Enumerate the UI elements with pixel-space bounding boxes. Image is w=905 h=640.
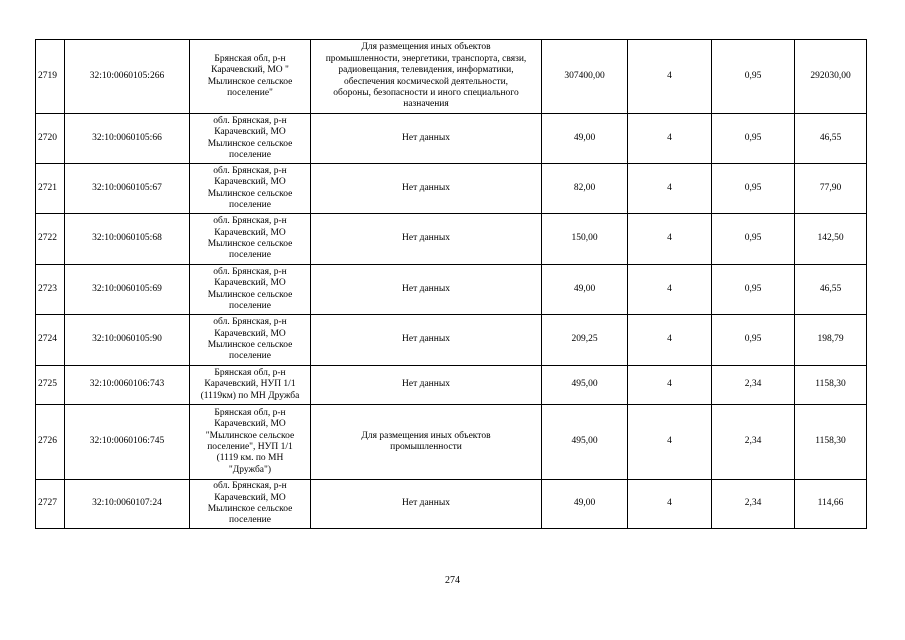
purpose-line: Нет данных: [402, 182, 450, 193]
area-cell: 82,00: [542, 164, 628, 214]
amount-cell: 142,50: [795, 214, 867, 265]
table-row: [36, 40, 867, 114]
row-number-cell: 2721: [36, 164, 65, 214]
address-line: (1119 км. по МН: [216, 453, 284, 464]
address-line: Карачевский, НУП 1/1: [204, 379, 296, 390]
table-body: [36, 40, 867, 529]
rate-cell: 0,95: [712, 40, 795, 114]
address-line: Брянская обл, р-н: [214, 407, 286, 418]
purpose-line: Нет данных: [402, 233, 450, 244]
address-line: поселение: [229, 515, 271, 526]
address-line: Мылинское сельское: [207, 188, 293, 199]
purpose-line: обороны, безопасности и иного специального: [333, 87, 519, 98]
row-number-cell: 2726: [36, 405, 65, 480]
row-number-cell: 2719: [36, 40, 65, 114]
rate-cell: 0,95: [712, 114, 795, 164]
group-cell: 4: [628, 480, 712, 529]
address-line: Мылинское сельское: [207, 340, 293, 350]
purpose-cell: [311, 164, 542, 214]
table-row: [36, 366, 867, 405]
address-line: поселение": [227, 87, 273, 98]
purpose-line: Для размещения иных объектов: [361, 430, 491, 441]
purpose-line: Для размещения иных объектов: [361, 42, 491, 53]
address-cell: [190, 405, 311, 480]
amount-cell: 46,55: [795, 265, 867, 315]
purpose-cell: [311, 366, 542, 405]
address-cell: [190, 265, 311, 315]
purpose-line: Нет данных: [402, 498, 450, 509]
table-row: [36, 315, 867, 366]
row-number-cell: 2720: [36, 114, 65, 164]
amount-cell: 77,90: [795, 164, 867, 214]
rate-cell: 0,95: [712, 315, 795, 366]
table-row: [36, 164, 867, 214]
address-line: Мылинское сельское: [207, 289, 293, 300]
rate-cell: 0,95: [712, 214, 795, 265]
address-line: поселение: [229, 149, 271, 160]
cadastral-number-cell: 32:10:0060105:68: [65, 214, 190, 265]
address-cell: [190, 366, 311, 405]
amount-cell: 198,79: [795, 315, 867, 366]
purpose-cell: [311, 214, 542, 265]
address-line: обл. Брянская, р-н: [213, 481, 287, 492]
address-line: (1119км) по МН Дружба: [200, 390, 300, 401]
purpose-line: назначения: [403, 99, 449, 110]
purpose-cell: [311, 315, 542, 366]
group-cell: 4: [628, 366, 712, 405]
rate-cell: 2,34: [712, 366, 795, 405]
purpose-line: Нет данных: [402, 132, 450, 143]
area-cell: 49,00: [542, 265, 628, 315]
address-cell: [190, 114, 311, 164]
area-cell: 49,00: [542, 114, 628, 164]
group-cell: 4: [628, 40, 712, 114]
group-cell: 4: [628, 164, 712, 214]
address-cell: [190, 40, 311, 114]
cadastral-number-cell: 32:10:0060107:24: [65, 480, 190, 529]
rate-cell: 0,95: [712, 164, 795, 214]
address-cell: [190, 315, 311, 366]
address-line: поселение: [229, 199, 271, 210]
cadastral-number-cell: 32:10:0060106:745: [65, 405, 190, 480]
amount-cell: 1158,30: [795, 405, 867, 480]
address-line: Карачевский, МО: [214, 278, 286, 289]
address-line: Карачевский, МО: [214, 492, 286, 503]
cadastral-number-cell: 32:10:0060105:69: [65, 265, 190, 315]
group-cell: 4: [628, 405, 712, 480]
area-cell: 495,00: [542, 405, 628, 480]
address-line: Карачевский, МО: [214, 227, 286, 238]
address-line: обл. Брянская, р-н: [213, 165, 287, 176]
address-line: "Дружба"): [228, 464, 272, 475]
address-line: обл. Брянская, р-н: [213, 216, 287, 227]
amount-cell: 292030,00: [795, 40, 867, 114]
area-cell: 307400,00: [542, 40, 628, 114]
address-line: Карачевский, МО: [214, 127, 286, 138]
cadastral-number-cell: 32:10:0060105:67: [65, 164, 190, 214]
table-row: [36, 265, 867, 315]
address-line: Мылинское сельское: [207, 239, 293, 249]
cadastral-number-cell: 32:10:0060106:743: [65, 366, 190, 405]
address-line: Брянская обл, р-н: [214, 53, 286, 64]
row-number-cell: 2727: [36, 480, 65, 529]
cadastral-number-cell: 32:10:0060105:66: [65, 114, 190, 164]
area-cell: 49,00: [542, 480, 628, 529]
group-cell: 4: [628, 214, 712, 265]
address-line: Брянская обл, р-н: [214, 367, 286, 378]
address-line: поселение", НУП 1/1: [207, 442, 293, 452]
purpose-cell: [311, 265, 542, 315]
group-cell: 4: [628, 265, 712, 315]
address-line: Карачевский, МО: [214, 177, 286, 188]
group-cell: 4: [628, 114, 712, 164]
rate-cell: 0,95: [712, 265, 795, 315]
purpose-cell: [311, 114, 542, 164]
rate-cell: 2,34: [712, 405, 795, 480]
address-line: поселение: [229, 351, 271, 362]
row-number-cell: 2724: [36, 315, 65, 366]
purpose-line: радиовещания, телевидения, информатики,: [338, 65, 514, 76]
table-row: [36, 214, 867, 265]
purpose-line: обеспечения космической деятельности,: [343, 76, 509, 87]
purpose-line: промышленности: [390, 442, 462, 452]
purpose-line: промышленности, энергетики, транспорта, связи,: [325, 53, 527, 64]
area-cell: 209,25: [542, 315, 628, 366]
address-line: Мылинское сельское: [207, 76, 293, 87]
address-line: "Мылинское сельское: [205, 430, 295, 441]
purpose-cell: [311, 405, 542, 480]
cadastral-number-cell: 32:10:0060105:266: [65, 40, 190, 114]
address-line: Мылинское сельское: [207, 504, 293, 514]
address-line: Карачевский, МО: [214, 419, 286, 430]
amount-cell: 1158,30: [795, 366, 867, 405]
table-row: [36, 114, 867, 164]
page-number: 274: [445, 575, 460, 586]
purpose-line: Нет данных: [402, 283, 450, 294]
area-cell: 495,00: [542, 366, 628, 405]
address-line: Карачевский, МО ": [211, 65, 289, 76]
area-cell: 150,00: [542, 214, 628, 265]
purpose-cell: [311, 40, 542, 114]
address-cell: [190, 164, 311, 214]
row-number-cell: 2725: [36, 366, 65, 405]
purpose-line: Нет данных: [402, 334, 450, 345]
amount-cell: 46,55: [795, 114, 867, 164]
cadastral-number-cell: 32:10:0060105:90: [65, 315, 190, 366]
table-row: [36, 480, 867, 529]
address-line: поселение: [229, 300, 271, 311]
row-number-cell: 2722: [36, 214, 65, 265]
address-line: обл. Брянская, р-н: [213, 266, 287, 277]
address-cell: [190, 480, 311, 529]
rate-cell: 2,34: [712, 480, 795, 529]
table-row: [36, 405, 867, 480]
address-line: поселение: [229, 250, 271, 261]
address-line: обл. Брянская, р-н: [213, 115, 287, 126]
row-number-cell: 2723: [36, 265, 65, 315]
address-cell: [190, 214, 311, 265]
address-line: Карачевский, МО: [214, 328, 286, 339]
land-plots-table: [35, 39, 867, 529]
purpose-line: Нет данных: [402, 379, 450, 390]
purpose-cell: [311, 480, 542, 529]
amount-cell: 114,66: [795, 480, 867, 529]
address-line: Мылинское сельское: [207, 138, 293, 149]
address-line: обл. Брянская, р-н: [213, 317, 287, 328]
group-cell: 4: [628, 315, 712, 366]
